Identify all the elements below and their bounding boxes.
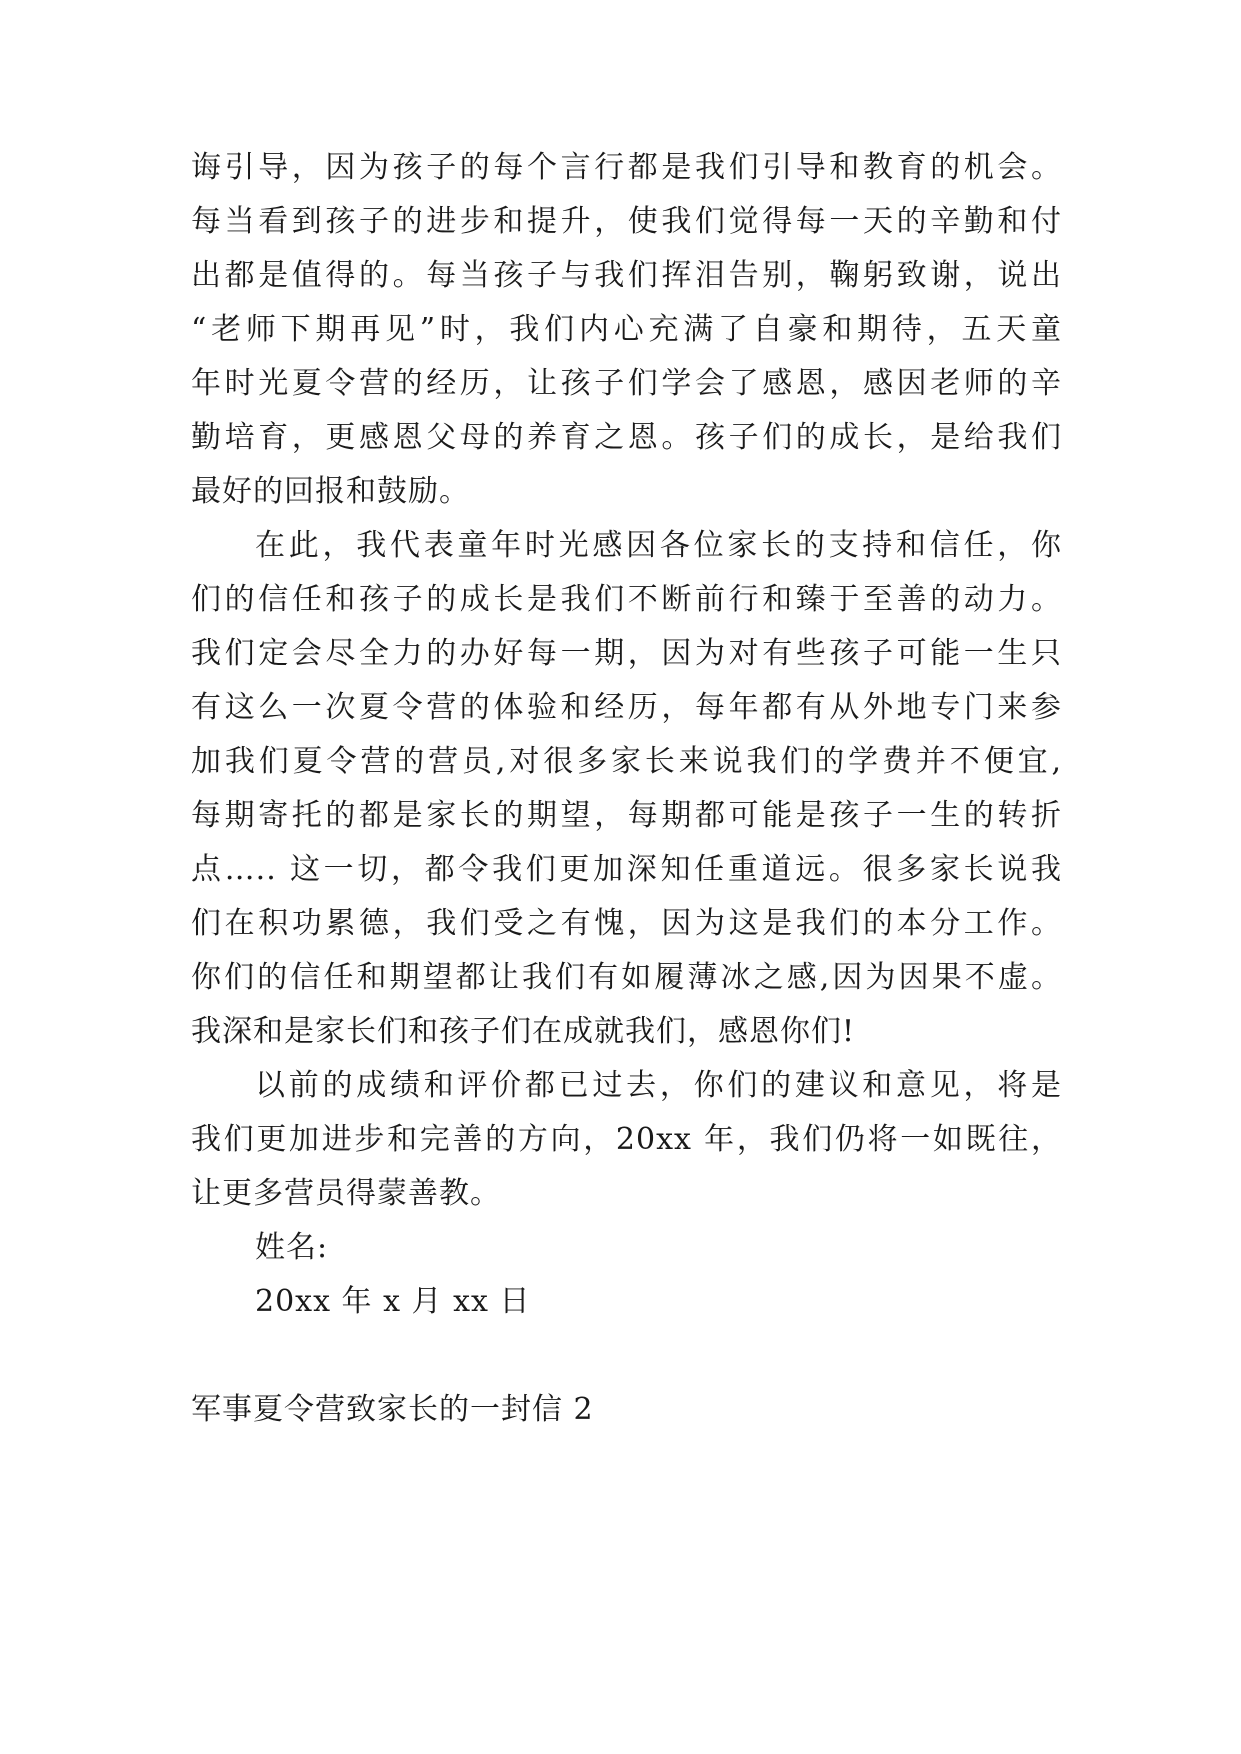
text-line: 我深和是家长们和孩子们在成就我们，感恩你们! [191, 1014, 856, 1049]
text-line: 我们更加进步和完善的方向，20xx 年，我们仍将一如既往， [191, 1122, 1062, 1157]
text-line: 以前的成绩和评价都已过去，你们的建议和意见，将是 [255, 1068, 1062, 1103]
text-line: 勤培育，更感恩父母的养育之恩。孩子们的成长，是给我们 [191, 420, 1062, 455]
text-line: 你们的信任和期望都让我们有如履薄冰之感,因为因果不虚。 [191, 960, 1062, 995]
text-line: 们在积功累德，我们受之有愧，因为这是我们的本分工作。 [191, 906, 1062, 941]
section-title: 军事夏令营致家长的一封信 2 [191, 1392, 594, 1427]
text-line: 最好的回报和鼓励。 [191, 474, 470, 509]
text-line: 加我们夏令营的营员,对很多家长来说我们的学费并不便宜, [191, 744, 1062, 779]
signature-date: 20xx 年 x 月 xx 日 [255, 1284, 531, 1319]
text-line: 出都是值得的。每当孩子与我们挥泪告别，鞠躬致谢，说出 [191, 258, 1062, 293]
text-line: 诲引导，因为孩子的每个言行都是我们引导和教育的机会。 [191, 150, 1062, 185]
signature-name: 姓名: [255, 1230, 329, 1265]
text-line: “老师下期再见”时，我们内心充满了自豪和期待，五天童 [191, 312, 1062, 347]
text-line: 我们定会尽全力的办好每一期，因为对有些孩子可能一生只 [191, 636, 1062, 671]
text-line: 在此，我代表童年时光感因各位家长的支持和信任，你 [255, 528, 1062, 563]
text-line: 们的信任和孩子的成长是我们不断前行和臻于至善的动力。 [191, 582, 1062, 617]
text-line: 让更多营员得蒙善教。 [191, 1176, 501, 1211]
text-line: 每期寄托的都是家长的期望，每期都可能是孩子一生的转折 [191, 798, 1062, 833]
text-line: 年时光夏令营的经历，让孩子们学会了感恩，感因老师的辛 [191, 366, 1062, 401]
text-line: 点….. 这一切，都令我们更加深知任重道远。很多家长说我 [191, 852, 1062, 887]
text-line: 有这么一次夏令营的体验和经历，每年都有从外地专门来参 [191, 690, 1062, 725]
text-line: 每当看到孩子的进步和提升，使我们觉得每一天的辛勤和付 [191, 204, 1062, 239]
